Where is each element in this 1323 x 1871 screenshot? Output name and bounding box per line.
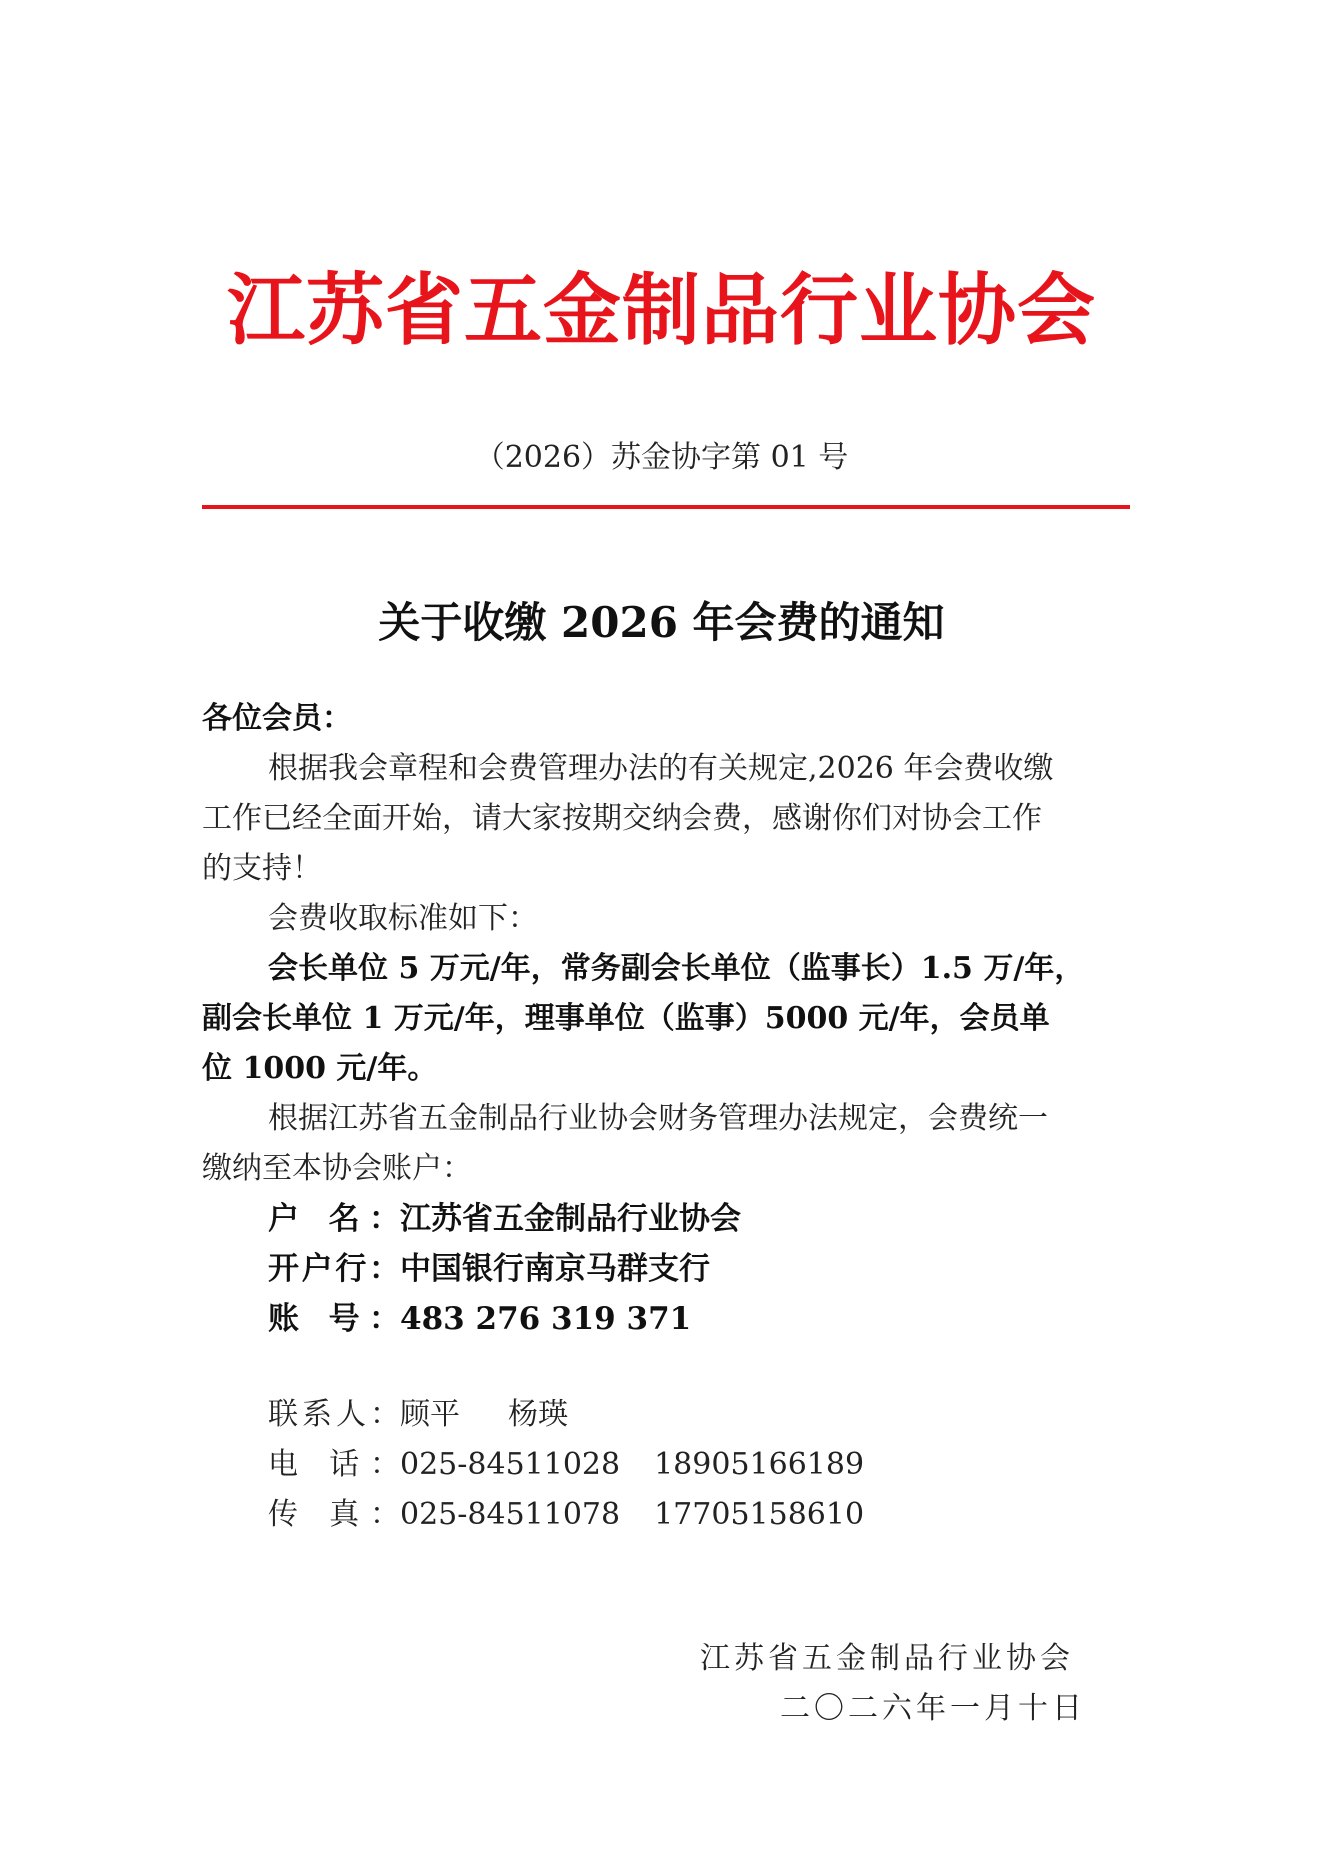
document-number: （2026）苏金协字第 01 号 xyxy=(474,440,849,475)
salutation: 各位会员： xyxy=(202,701,352,736)
standard-intro: 会费收取标准如下： xyxy=(268,901,538,936)
payment-line-1: 根据江苏省五金制品行业协会财务管理办法规定，会费统一 xyxy=(268,1101,1048,1136)
contact-phone-1: 025-84511028 xyxy=(400,1447,621,1482)
account-number-label: 账 号： xyxy=(268,1301,400,1337)
signature-org: 江苏省五金制品行业协会 xyxy=(700,1641,1074,1676)
account-name-value: 江苏省五金制品行业协会 xyxy=(400,1201,741,1237)
contact-phone-label: 电 话： xyxy=(268,1447,400,1482)
contact-fax-1: 025-84511078 xyxy=(400,1497,621,1532)
account-number-row xyxy=(268,1293,691,1338)
red-divider xyxy=(202,505,1130,509)
contact-fax-row xyxy=(268,1489,864,1533)
account-bank-row xyxy=(268,1243,710,1288)
intro-line-3: 的支持！ xyxy=(202,851,322,886)
standard-line-2: 副会长单位 1 万元/年，理事单位（监事）5000 元/年，会员单 xyxy=(202,1001,1050,1036)
org-header-title: 江苏省五金制品行业协会 xyxy=(226,266,1096,356)
contact-person-label: 联系人： xyxy=(268,1397,400,1432)
payment-line-2: 缴纳至本协会账户： xyxy=(202,1151,472,1186)
standard-line-3: 位 1000 元/年。 xyxy=(202,1051,438,1086)
account-bank-value: 中国银行南京马群支行 xyxy=(400,1251,710,1287)
account-name-row xyxy=(268,1193,741,1238)
account-name-label: 户 名： xyxy=(268,1201,400,1237)
account-number-value: 483 276 319 371 xyxy=(400,1301,692,1337)
signature-date: 二〇二六年一月十日 xyxy=(780,1691,1086,1726)
contact-person-1: 顾平 xyxy=(400,1397,460,1432)
contact-fax-2: 17705158610 xyxy=(654,1497,865,1532)
notice-title: 关于收缴 2026 年会费的通知 xyxy=(378,598,945,647)
contact-person-2: 杨瑛 xyxy=(508,1397,568,1432)
contact-phone-2: 18905166189 xyxy=(654,1447,865,1482)
contact-phone-row xyxy=(268,1439,864,1483)
contact-fax-label: 传 真： xyxy=(268,1497,400,1532)
intro-line-2: 工作已经全面开始，请大家按期交纳会费，感谢你们对协会工作 xyxy=(202,801,1042,836)
contact-person-row xyxy=(268,1389,568,1433)
standard-line-1: 会长单位 5 万元/年，常务副会长单位（监事长）1.5 万/年， xyxy=(268,951,1085,986)
account-bank-label: 开户行： xyxy=(268,1251,400,1287)
intro-line-1: 根据我会章程和会费管理办法的有关规定,2026 年会费收缴 xyxy=(268,751,1054,786)
